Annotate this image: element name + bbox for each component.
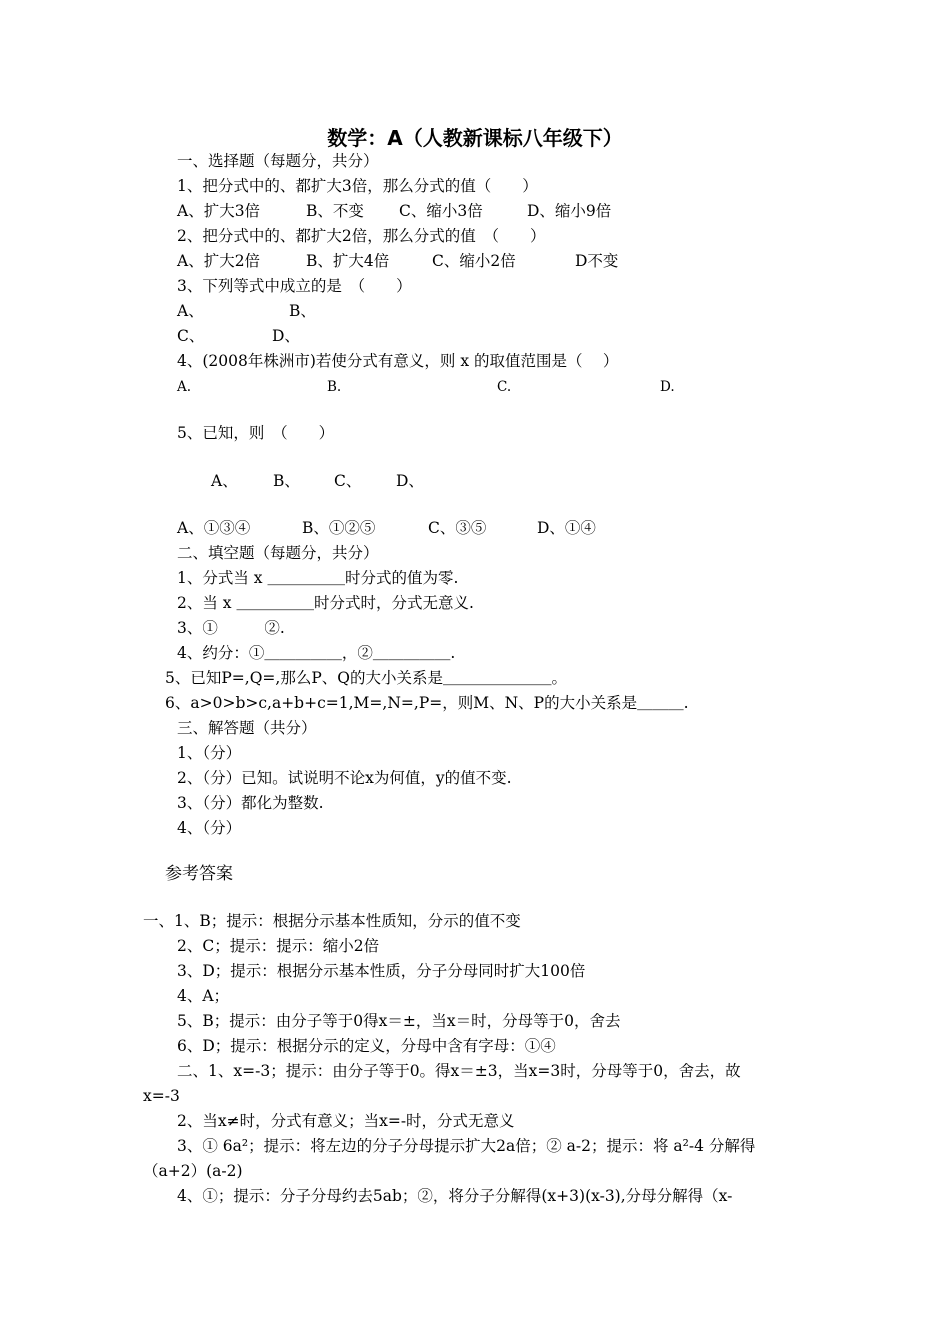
fill-blank-5: 5、已知P=,Q=,那么P、Q的大小关系是＿＿＿＿＿＿＿。 [165,669,567,687]
q4-option-d: D. [660,379,675,395]
answer-line: 2、当x≠时，分式有意义；当x=-时，分式无意义 [177,1112,515,1130]
q1-option-d: D、缩小9倍 [527,202,612,220]
answer-line: 4、①；提示：分子分母约去5ab；②，将分子分解得(x+3)(x-3),分母分解得（x- [177,1187,733,1205]
q5-option-d: D、①④ [537,519,596,537]
section2-heading: 二、填空题（每题分，共分） [177,544,379,562]
fill-blank-4: 4、约分：①＿＿＿＿＿，②＿＿＿＿＿. [177,644,456,662]
answer-line: 4、A； [177,987,230,1005]
q2-option-b: B、扩大4倍 [306,252,390,270]
answer-line: 一、1、B；提示：根据分示基本性质知，分示的值不变 [143,912,521,930]
answer-line: （a+2）(a-2) [143,1162,243,1180]
q3-option-c: C、 [177,327,205,345]
q2-option-a: A、扩大2倍 [177,252,261,270]
q5-option-c: C、③⑤ [428,519,487,537]
section1-heading: 一、选择题（每题分，共分） [177,152,379,170]
fill-blank-2: 2、当 x ＿＿＿＿＿时分式时，分式无意义. [177,594,474,612]
q4-option-a: A. [177,379,192,395]
section3-heading: 三、解答题（共分） [177,719,317,737]
problem-3: 3、（分）都化为整数. [177,794,324,812]
answer-line: 2、C；提示：提示：缩小2倍 [177,937,380,955]
q5-item-d: D、 [396,472,424,490]
answer-line: 3、① 6a²；提示：将左边的分子分母提示扩大2a倍；② a-2；提示：将 a²-4 分解得 [177,1137,756,1155]
question-3: 3、下列等式中成立的是 （ ） [177,277,412,295]
q3-option-b: B、 [289,302,316,320]
q1-option-c: C、缩小3倍 [399,202,483,220]
fill-blank-6: 6、a>0>b>c,a+b+c=1,M=,N=,P=，则M、N、P的大小关系是＿＿＿. [165,694,689,712]
problem-1: 1、（分） [177,744,242,762]
q1-option-b: B、不变 [306,202,364,220]
answer-line: 3、D；提示：根据分示基本性质，分子分母同时扩大100倍 [177,962,586,980]
q5-item-c: C、 [334,472,362,490]
answer-line: 二、1、x=-3；提示：由分子等于0。得x＝±3，当x=3时，分母等于0，舍去，故 [177,1062,741,1080]
problem-4: 4、（分） [177,819,242,837]
q5-option-a: A、①③④ [177,519,251,537]
q1-option-a: A、扩大3倍 [177,202,261,220]
answer-line: x=-3 [143,1087,180,1105]
q2-option-c: C、缩小2倍 [432,252,516,270]
q4-option-c: C. [497,379,512,395]
question-5: 5、已知，则 （ ） [177,424,335,442]
fill-blank-1: 1、分式当 x ＿＿＿＿＿时分式的值为零. [177,569,459,587]
fill-blank-3: 3、① ②. [177,619,285,637]
q3-option-a: A、 [177,302,204,320]
page-title: 数学：A（人教新课标八年级下） [327,126,623,150]
answer-line: 5、B；提示：由分子等于0得x＝±，当x＝时，分母等于0，舍去 [177,1012,621,1030]
q3-option-d: D、 [272,327,300,345]
question-4: 4、(2008年株洲市)若使分式有意义，则 x 的取值范围是（ ） [177,352,619,370]
question-2: 2、把分式中的、都扩大2倍，那么分式的值 （ ） [177,227,546,245]
problem-2: 2、（分）已知。试说明不论x为何值，y的值不变. [177,769,512,787]
q4-option-b: B. [327,379,342,395]
q5-option-b: B、①②⑤ [302,519,376,537]
answer-line: 6、D；提示：根据分示的定义，分母中含有字母：①④ [177,1037,556,1055]
q5-item-a: A、 [211,472,238,490]
question-1: 1、把分式中的、都扩大3倍，那么分式的值（ ） [177,177,538,195]
q2-option-d: D不变 [575,252,619,270]
q5-item-b: B、 [273,472,300,490]
answers-heading: 参考答案 [165,864,233,884]
